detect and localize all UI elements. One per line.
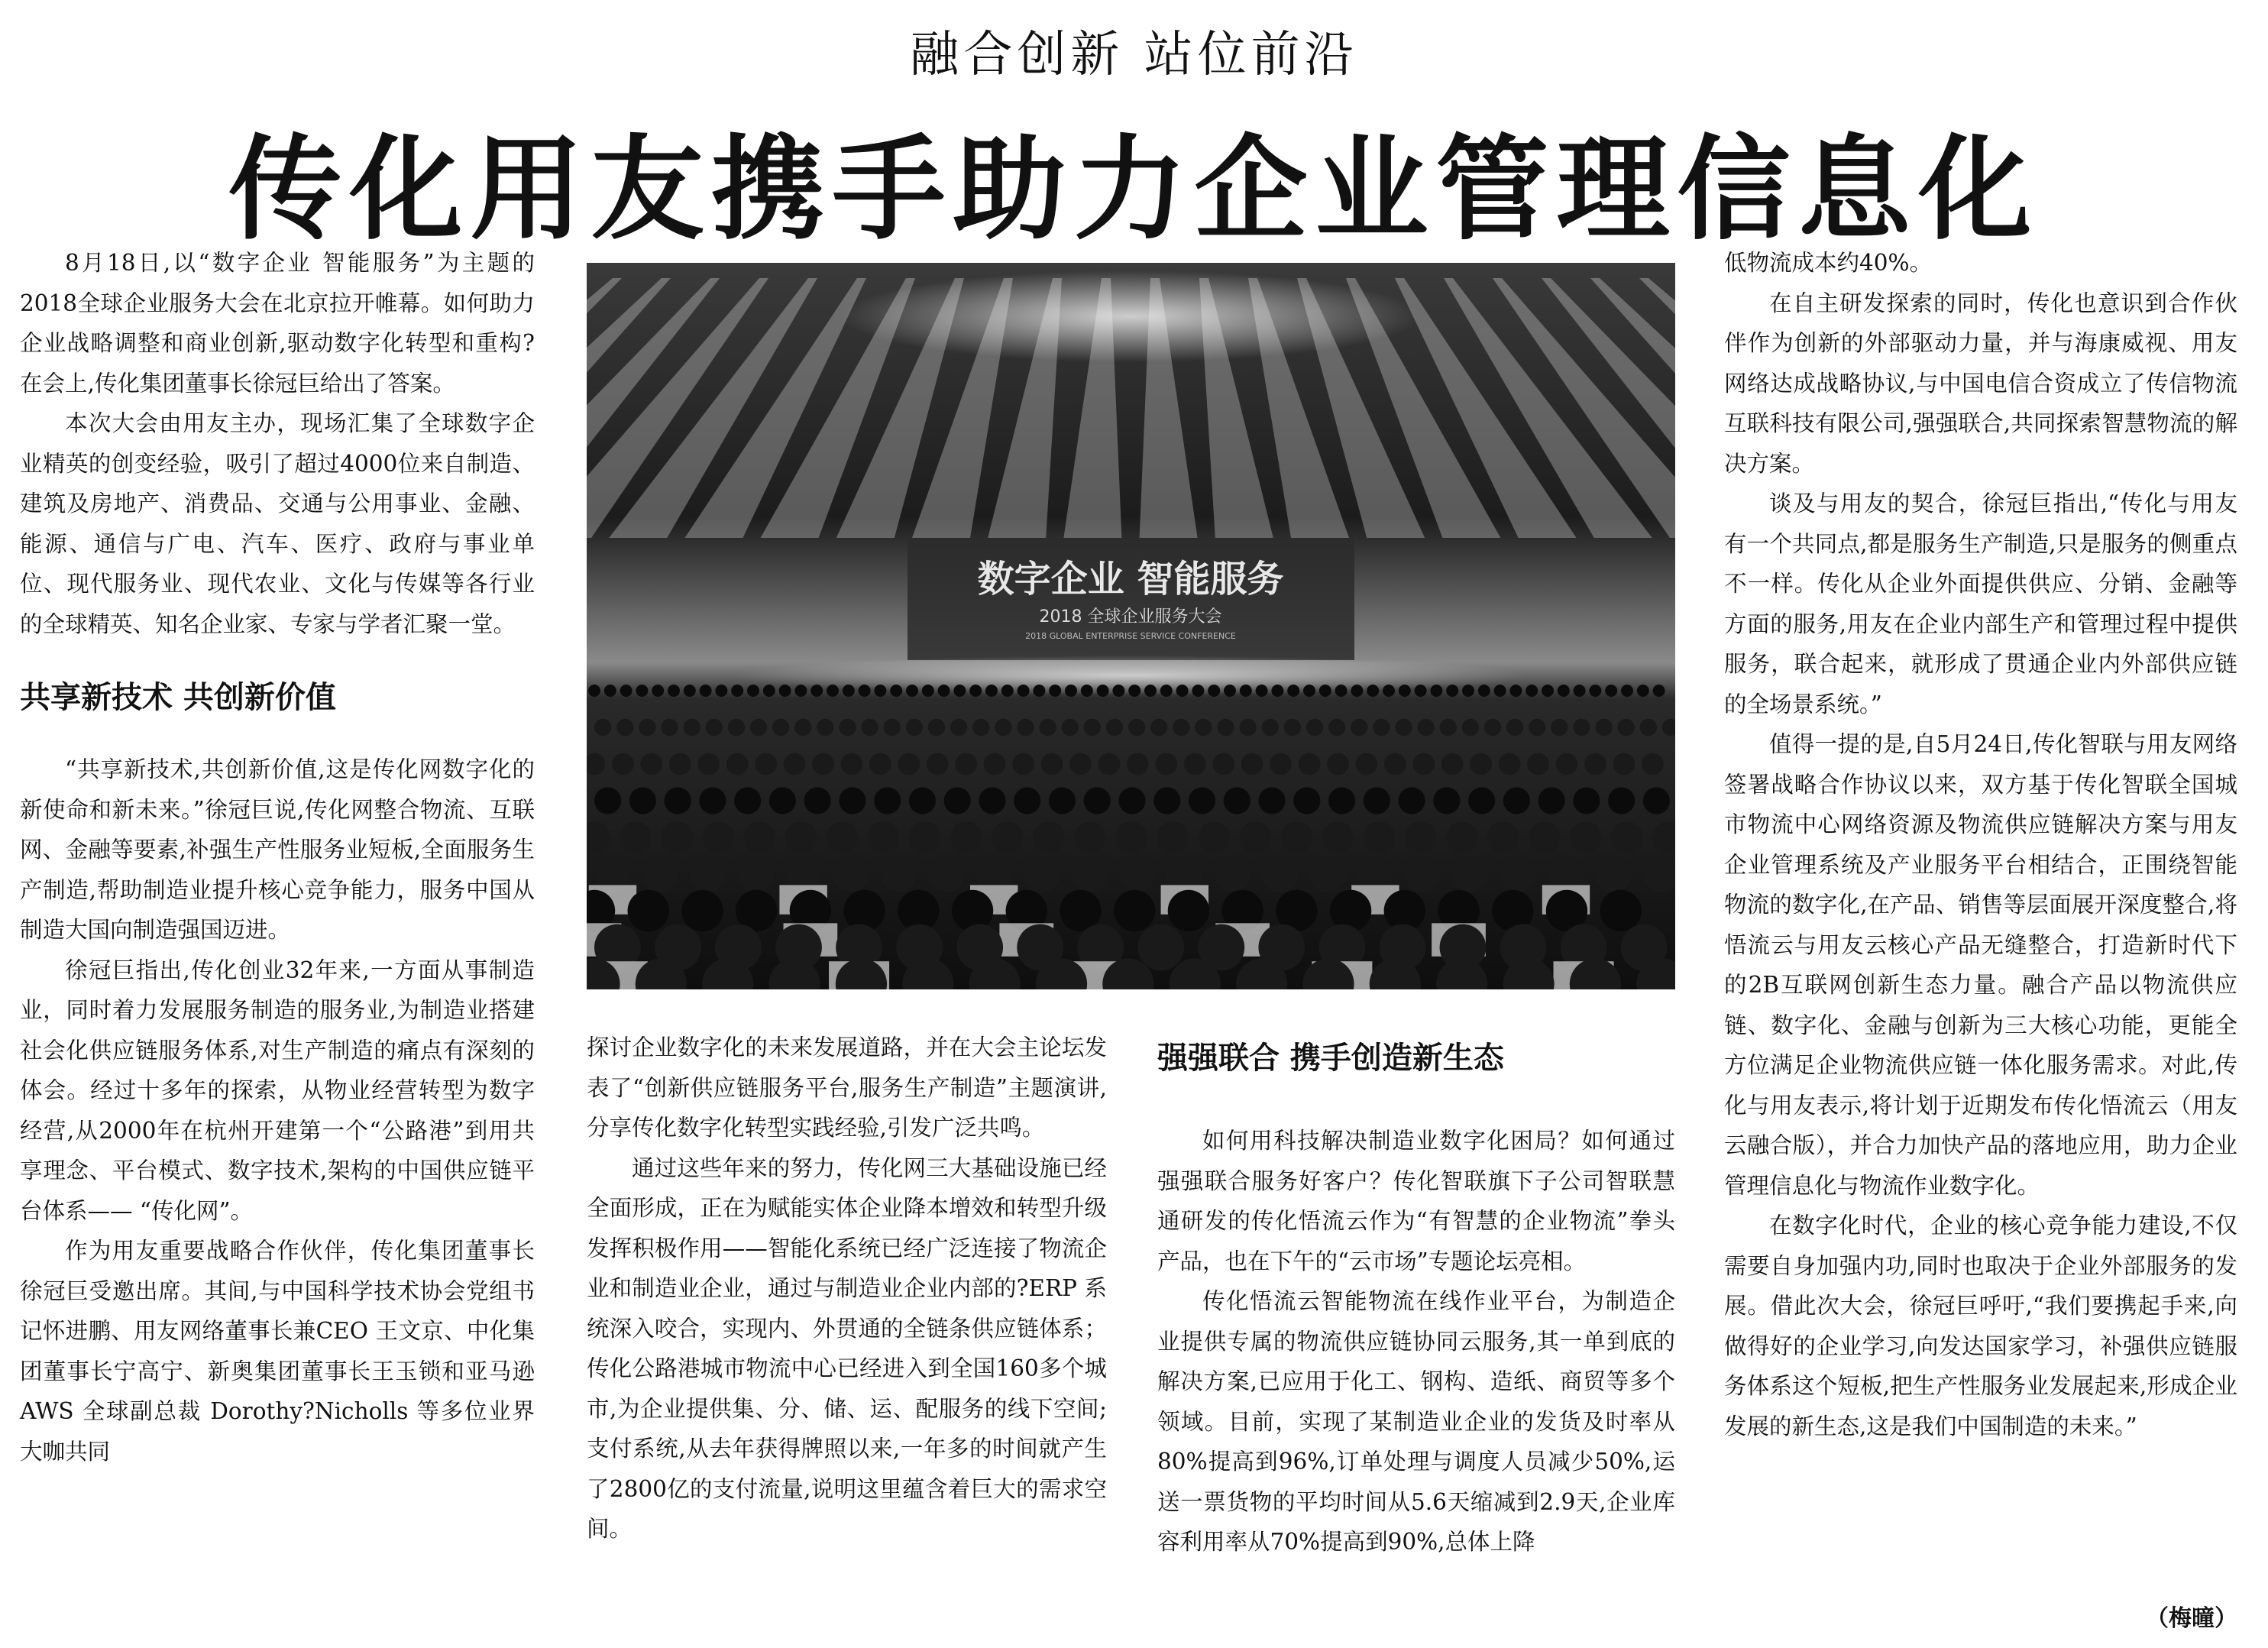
audience-head <box>1643 787 1670 814</box>
paragraph: 如何用科技解决制造业数字化困局？如何通过强强联合服务好客户？传化智联旗下子公司智联慧通研发的传化悟流云作为“有智慧的企业物流”拳头产品，也在下午的“云市场”专题论坛亮相。 <box>1157 1128 1675 1274</box>
audience-head <box>985 685 998 697</box>
audience-head <box>700 685 712 697</box>
audience-head <box>636 685 648 697</box>
audience-head <box>794 719 811 736</box>
audience-head <box>1176 685 1189 697</box>
audience-head <box>1017 719 1034 736</box>
audience-head <box>880 856 917 892</box>
audience-head <box>1258 787 1285 814</box>
audience-head <box>969 685 982 697</box>
conference-photo-drawing <box>587 263 1675 989</box>
audience-head <box>1065 685 1077 697</box>
audience-head <box>1395 719 1412 736</box>
audience-head <box>1214 856 1250 892</box>
audience-head <box>1351 685 1363 697</box>
audience-head <box>1033 821 1065 853</box>
audience-head <box>1039 719 1056 736</box>
audience-head <box>1033 685 1045 697</box>
audience-head <box>1328 787 1355 814</box>
column-4 <box>1724 243 2237 1446</box>
audience-head <box>909 787 936 814</box>
audience-head <box>1114 890 1155 931</box>
audience-head <box>1049 685 1061 697</box>
audience-head <box>1270 753 1292 775</box>
audience-head <box>794 685 807 697</box>
audience-head <box>1384 753 1406 775</box>
audience-head <box>938 685 950 697</box>
audience-head <box>763 685 775 697</box>
audience-head <box>1115 821 1147 853</box>
audience-head <box>1446 685 1458 697</box>
audience-head <box>1239 821 1271 853</box>
audience-head <box>715 685 727 697</box>
audience-head <box>906 719 923 736</box>
audience-head <box>784 753 806 775</box>
audience-head <box>1150 719 1167 736</box>
audience-head <box>706 719 723 736</box>
audience-head <box>1440 719 1457 736</box>
audience-head <box>1367 685 1379 697</box>
audience-head <box>661 719 678 736</box>
audience-head <box>734 787 761 814</box>
audience-head <box>1468 787 1495 814</box>
audience-head <box>928 856 965 892</box>
audience-head <box>1373 719 1390 736</box>
audience-head <box>1441 753 1464 775</box>
section-heading: 共享新技术 共创新价值 <box>20 680 336 715</box>
kicker-title: 融合创新 站位前沿 <box>910 27 1358 83</box>
audience-head <box>1137 924 1184 971</box>
audience-head <box>1470 753 1492 775</box>
audience-head <box>1062 719 1079 736</box>
audience-head <box>1613 753 1635 775</box>
audience-head <box>1484 719 1501 736</box>
audience-head <box>944 787 971 814</box>
audience-head <box>604 685 616 697</box>
audience-head <box>1118 787 1145 814</box>
audience-head <box>992 821 1024 853</box>
paragraph: 传化悟流云智能物流在线作业平台，为制造企业提供专属的物流供应链协同云服务,其一单到底的解决方案,已应用于化工、钢构、造纸、商贸等多个领域。目前，实现了某制造业企业的发货及时率从80%提高到96%,订单处理与调度人员减少50%,运送一票货物的平均时间从5.6天缩减到2.9天,企业库容利用率从70%提高到90%,总体上降 <box>1157 1288 1675 1555</box>
audience-head <box>1525 685 1538 697</box>
audience-head <box>1001 685 1014 697</box>
audience-head <box>1144 685 1157 697</box>
audience-head <box>1499 753 1521 775</box>
audience-head <box>1014 787 1040 814</box>
audience-head <box>1217 719 1234 736</box>
audience-head <box>1573 719 1590 736</box>
audience-head <box>1509 685 1522 697</box>
conference-photo <box>587 263 1675 989</box>
audience-head <box>620 685 633 697</box>
audience-head <box>1618 719 1635 736</box>
audience-head <box>726 753 749 775</box>
audience-head <box>928 719 945 736</box>
audience-head <box>1155 753 1177 775</box>
paragraph: 8月18日,以“数字企业 智能服务”为主题的2018全球企业服务大会在北京拉开帷幕。如何助力企业战略调整和商业创新,驱动数字化转型和重构?在会上,传化集团董事长徐冠巨给出了答案。 <box>20 250 535 397</box>
audience-head <box>684 685 696 697</box>
audience-head <box>1241 753 1263 775</box>
audience-head <box>769 787 796 814</box>
audience-head <box>1192 685 1204 697</box>
audience-head <box>1570 821 1602 853</box>
paragraph: 在自主研发探索的同时，传化也意识到合作伙伴作为创新的外部驱动力量，并与海康威视、用友网络达成战略协议,与中国电信合资成立了传信物流互联科技有限公司,强强联合,共同探索智慧物流的解决方案。 <box>1724 290 2237 477</box>
column-2 <box>587 1028 1107 1549</box>
audience-head <box>1069 753 1092 775</box>
audience-head <box>1558 685 1570 697</box>
audience-head <box>669 753 691 775</box>
audience-head <box>1299 753 1321 775</box>
audience-head <box>839 787 865 814</box>
audience-head <box>1355 753 1377 775</box>
audience-head <box>1160 685 1173 697</box>
audience-head <box>1224 787 1250 814</box>
audience-head <box>839 719 856 736</box>
audience-head <box>1351 719 1367 736</box>
audience-head <box>1637 685 1649 697</box>
audience-head <box>1595 856 1632 892</box>
audience-head <box>804 787 831 814</box>
audience-head <box>1106 719 1123 736</box>
audience-head <box>1212 753 1234 775</box>
audience-head <box>1364 821 1396 853</box>
audience-head <box>1478 685 1490 697</box>
audience-head <box>1208 685 1220 697</box>
audience-head <box>1529 821 1561 853</box>
audience-head <box>843 685 855 697</box>
audience-head <box>1128 719 1145 736</box>
audience-head <box>1118 856 1155 892</box>
audience-head <box>665 787 691 814</box>
audience-head <box>1012 753 1034 775</box>
audience-head <box>697 753 720 775</box>
audience-head <box>731 685 743 697</box>
audience-head <box>1157 821 1189 853</box>
audience-head <box>927 753 949 775</box>
column-3 <box>1157 1028 1675 1562</box>
headline: 传化用友携手助力企业管理信息化 <box>228 124 2040 255</box>
audience-head <box>1538 787 1565 814</box>
paragraph: 本次大会由用友主办，现场汇集了全球数字企业精英的创变经验，吸引了超过4000位来自制造、建筑及房地产、消费品、交通与公用事业、金融、能源、通信与广电、汽车、医疗、政府与事业单位、现代服务业、现代农业、文化与传媒等各行业的全球精英、知名企业家、专家与学者汇聚一堂。 <box>20 410 535 637</box>
audience-head <box>1153 787 1180 814</box>
audience-head <box>874 685 886 697</box>
audience-head <box>1642 753 1664 775</box>
audience-head <box>1446 821 1478 853</box>
audience-head <box>1452 856 1489 892</box>
audience-head <box>898 753 920 775</box>
audience-head <box>772 719 789 736</box>
audience-head <box>639 719 655 736</box>
audience-head <box>833 856 869 892</box>
audience-head <box>909 821 941 853</box>
audience-head <box>1128 685 1140 697</box>
audience-head <box>1417 719 1434 736</box>
audience-head <box>588 685 600 697</box>
audience-head <box>1328 719 1345 736</box>
audience-head <box>1335 685 1348 697</box>
audience-head <box>1239 719 1256 736</box>
audience-head <box>1271 685 1283 697</box>
audience-head <box>984 753 1006 775</box>
audience-head <box>628 890 669 931</box>
audience-head <box>884 719 901 736</box>
paragraph: 值得一提的是,自5月24日,传化智联与用友网络签署战略合作协议以来，双方基于传化智联全国城市物流中心网络资源及物流供应链解决方案与用友企业管理系统及产业服务平台相结合，正围绕智能物流的数字化,在产品、销售等层面展开深度整合,将悟流云与用友云核心产品无缝整合，打造新时代下的2B互联网创新生态力量。融合产品以物流供应链、数字化、金融与创新为三大核心功能，更能全方位满足企业物流供应链一体化服务需求。对此,传化与用友表示,将计划于近期发布传化悟流云（用友云融合版），并合力加快产品的落地应用，助力企业管理信息化与物流作业数字化。 <box>1724 731 2237 1199</box>
banner-sub-text: 2018 全球企业服务大会 <box>1039 607 1222 626</box>
audience-head <box>1415 685 1427 697</box>
audience-head <box>1327 753 1349 775</box>
audience-head <box>1195 719 1212 736</box>
audience-head <box>1198 821 1230 853</box>
audience-head <box>1306 719 1323 736</box>
audience-head <box>869 753 891 775</box>
audience-head <box>1084 719 1101 736</box>
audience-head <box>1611 821 1643 853</box>
paragraph: 谈及与用友的契合，徐冠巨指出,“传化与用友有一个共同点,都是服务生产制造,只是服务的侧重点不一样。传化从企业外面提供供应、分销、金融等方面的服务,用友在企业内部生产和管理过程中提供服务，联合起来，就形成了贯通企业内外部供应链的全场景系统。” <box>1724 491 2237 717</box>
audience-head <box>841 753 863 775</box>
paragraph: 探讨企业数字化的未来发展道路，并在大会主论坛发表了“创新供应链服务平台,服务生产制造”主题演讲,分享传化数字化转型实践经验,引发广泛共鸣。 <box>587 1034 1107 1141</box>
audience-head <box>1184 753 1206 775</box>
banner-en-text: 2018 GLOBAL ENTERPRISE SERVICE CONFERENCE <box>1025 631 1236 641</box>
audience-head <box>1487 821 1519 853</box>
audience-head <box>810 685 823 697</box>
audience-head <box>817 719 833 736</box>
audience-head <box>1551 719 1568 736</box>
audience-head <box>1240 685 1252 697</box>
audience-head <box>1309 856 1346 892</box>
audience-head <box>1364 787 1390 814</box>
paragraph: 作为用友重要战略合作伙伴，传化集团董事长徐冠巨受邀出席。其间,与中国科学技术协会党组书记怀进鹏、用友网络董事长兼CEO 王文京、中化集团董事长宁高宁、新奥集团董事长王玉锁和亚马逊 AWS 全球副总裁 Dorothy?Nicholls 等多位业界大咖共同 <box>20 1238 535 1465</box>
audience-head <box>1500 856 1537 892</box>
audience-head <box>1112 685 1124 697</box>
audience-head <box>1281 821 1313 853</box>
audience-head <box>1098 753 1121 775</box>
audience-head <box>890 685 902 697</box>
audience-head <box>1024 856 1060 892</box>
audience-head <box>1405 856 1441 892</box>
audience-head <box>594 719 611 736</box>
audience-head <box>922 685 934 697</box>
audience-head <box>874 787 901 814</box>
audience-head <box>995 719 1011 736</box>
audience-head <box>1081 685 1093 697</box>
audience-head <box>953 685 966 697</box>
audience-head <box>1503 787 1530 814</box>
column-1 <box>20 243 535 1472</box>
audience-head <box>1573 787 1600 814</box>
audience-head <box>785 821 817 853</box>
audience-head <box>737 856 774 892</box>
audience-head <box>652 685 664 697</box>
audience-head <box>906 685 918 697</box>
paragraph: “共享新技术,共创新价值,这是传化网数字化的新使命和新未来。”徐冠巨说,传化网整合物流、互联网、金融等要素,补强生产性服务业短板,全面服务生产制造,帮助制造业提升核心竞争能力，服务中国从制造大国向制造强国迈进。 <box>20 756 535 943</box>
audience-head <box>1262 719 1279 736</box>
audience-head <box>1433 787 1460 814</box>
audience-head <box>950 821 982 853</box>
audience-head <box>1412 753 1435 775</box>
audience-head <box>1173 719 1189 736</box>
audience-head <box>755 753 777 775</box>
audience-head <box>594 787 621 814</box>
audience-head <box>1287 685 1299 697</box>
audience-head <box>699 787 726 814</box>
audience-head <box>1529 719 1545 736</box>
audience-head <box>979 787 1005 814</box>
audience-head <box>1018 685 1030 697</box>
audience-head <box>1049 787 1076 814</box>
audience-head <box>1398 787 1425 814</box>
banner-main-text: 数字企业 智能服务 <box>977 558 1284 601</box>
audience-head <box>1383 685 1395 697</box>
audience-head <box>620 821 652 853</box>
audience-head <box>1462 719 1479 736</box>
audience-head <box>955 753 977 775</box>
audience-head <box>1189 787 1215 814</box>
section-heading: 强强联合 携手创造新生态 <box>1157 1041 1504 1076</box>
audience-head <box>861 719 878 736</box>
audience-head <box>1074 821 1106 853</box>
audience-head <box>1319 685 1331 697</box>
audience-head <box>972 719 989 736</box>
audience-head <box>750 719 767 736</box>
audience-head <box>661 821 693 853</box>
audience-head <box>1640 719 1657 736</box>
audience-head <box>1653 685 1665 697</box>
audience-head <box>1168 890 1209 931</box>
audience-head <box>1430 685 1442 697</box>
audience-head <box>868 821 900 853</box>
audience-head <box>683 719 700 736</box>
audience-head <box>1605 685 1617 697</box>
audience-head <box>1256 685 1268 697</box>
audience-head <box>668 685 680 697</box>
audience-head <box>859 685 871 697</box>
audience-head <box>1542 685 1554 697</box>
audience-head <box>827 821 859 853</box>
audience-head <box>1071 856 1108 892</box>
paragraph: 通过这些年来的努力，传化网三大基础设施已经全面形成，正在为赋能实体企业降本增效和转型升级发挥积极作用——智能化系统已经广泛连接了物流企业和制造业企业，通过与制造业企业内部的?ERP 系统深入咬合，实现内、外贯通的全链条供应链体系；传化公路港城市物流中心已经进入到全国160多个城市,为企业提供集、分、储、运、配服务的线下空间;支付系统,从去年获得牌照以来,一年多的时间就产生了2800亿的支付流量,说明这里蕴含着巨大的需求空间。 <box>587 1154 1107 1542</box>
audience-head <box>1097 685 1109 697</box>
audience-head <box>1224 685 1236 697</box>
audience-head <box>1399 685 1411 697</box>
paragraph: 在数字化时代，企业的核心竞争能力建设,不仅需要自身加强内功,同时也取决于企业外部服务的发展。借此次大会，徐冠巨呼吁,“我们要携起手来,向做得好的企业学习,向发达国家学习，补强供应链服务体系这个短板,把生产性服务业发展起来,形成企业发展的新生态,这是我们中国制造的未来。” <box>1724 1213 2237 1439</box>
audience-head <box>1574 685 1586 697</box>
audience-head <box>728 719 745 736</box>
byline: （梅曈） <box>2146 1605 2237 1632</box>
paragraph: 低物流成本约40%。 <box>1724 250 1933 276</box>
audience-head <box>1084 787 1111 814</box>
audience-head <box>1589 685 1601 697</box>
audience-head <box>1506 719 1523 736</box>
audience-head <box>616 719 633 736</box>
audience-head <box>612 753 634 775</box>
audience-head <box>1462 685 1474 697</box>
audience-head <box>1284 719 1301 736</box>
audience-head <box>1584 753 1606 775</box>
audience-head <box>1405 821 1437 853</box>
audience-head <box>1262 856 1299 892</box>
audience-head <box>1494 685 1506 697</box>
audience-head <box>1595 719 1612 736</box>
audience-head <box>1608 787 1635 814</box>
audience-head <box>779 685 791 697</box>
audience-head <box>1527 753 1549 775</box>
audience-head <box>827 685 839 697</box>
audience-head <box>642 856 678 892</box>
audience-head <box>690 856 726 892</box>
audience-head <box>812 753 834 775</box>
audience-head <box>1303 685 1315 697</box>
audience-head <box>1293 787 1320 814</box>
audience-head <box>1621 685 1633 697</box>
audience-head <box>1127 753 1149 775</box>
audience-head <box>1041 753 1063 775</box>
audience-head <box>1556 753 1578 775</box>
audience-head <box>1600 890 1641 931</box>
audience-head <box>744 821 776 853</box>
paragraph: 徐冠巨指出,传化创业32年来,一方面从事制造业，同时着力发展服务制造的服务业,为制造业搭建社会化供应链服务体系,对生产制造的痛点有深刻的体会。经过十多年的探索，从物业经营转型为数字经营,从2000年在杭州开建第一个“公路港”到用共享理念、平台模式、数字技术,架构的中国供应链平台体系—— “传化网”。 <box>20 957 535 1224</box>
audience-head <box>950 719 967 736</box>
audience-head <box>747 685 759 697</box>
audience-head <box>629 787 656 814</box>
audience-head <box>640 753 662 775</box>
audience-head <box>1322 821 1354 853</box>
audience-head <box>702 821 734 853</box>
audience-head <box>681 890 723 931</box>
audience-head <box>952 890 993 931</box>
